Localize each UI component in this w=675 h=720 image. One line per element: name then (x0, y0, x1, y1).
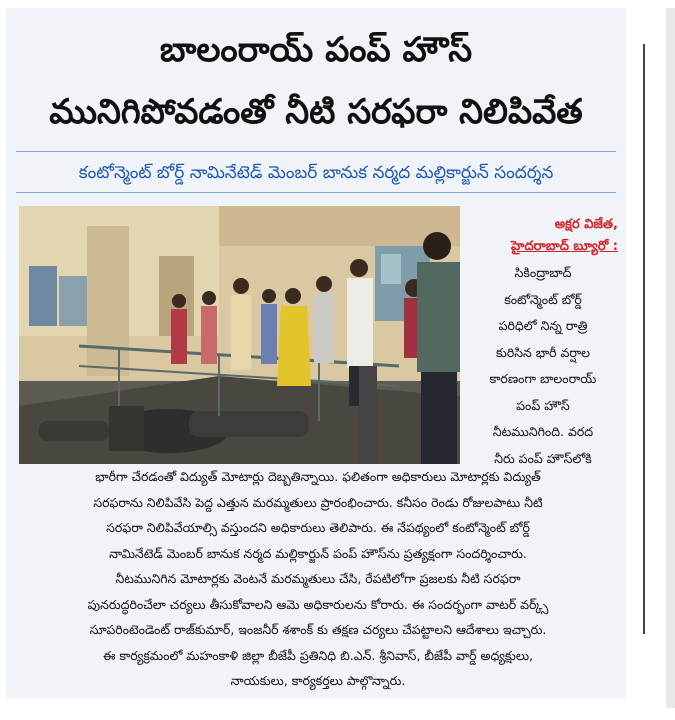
body-line: భారీగా చేరడంతో విద్యుత్ మోటార్లు దెబ్బతిన్నాయి. ఫలితంగా అధికారులు మోటార్లకు విద్యుత్ (95, 469, 541, 484)
news-article (6, 8, 626, 698)
byline-bureau: హైదరాబాద్ బ్యూరో : (511, 239, 618, 254)
body-line: నాయకులు, కార్యకర్తలు పాల్గొన్నారు. (230, 673, 406, 688)
body-line: సరఫరా నిలిపివేయాల్సి వస్తుందని అధికారులు తెలిపారు. ఈ నేపథ్యంలో కంటోన్మెంట్ బోర్డ్ (106, 520, 530, 535)
byline (511, 214, 618, 258)
side-line: కంటోన్మెంట్ బోర్డ్ (504, 291, 582, 307)
headline-line-1: బాలంరాయ్ పంప్ హౌస్ (159, 30, 473, 70)
article-body (20, 464, 616, 694)
side-line: నీటమునిగింది. వరద (492, 424, 594, 439)
subheadline: కంటోన్మెంట్ బోర్డ్ నామినేటెడ్ మెంబర్ బానుక నర్మద మల్లికార్జున్ సందర్శన (78, 163, 554, 183)
scrollbar-track[interactable] (666, 8, 675, 708)
body-line: నామినేటెడ్ మెంబర్ బానుక నర్మద మల్లికార్జున్ పంప్ హౌస్‌ను ప్రత్యక్షంగా సందర్శించారు. (109, 545, 527, 561)
side-column-text (468, 260, 618, 472)
side-line: సికింద్రాబాద్ (514, 265, 572, 280)
divider-bottom (16, 192, 616, 193)
divider-top (16, 151, 616, 152)
side-line: నీరు పంప్ హౌస్‌లోకి (494, 450, 592, 466)
body-line: సూపరింటెండెంట్ రాజ్‌కుమార్, ఇంజనీర్ శశాంక్ కు తక్షణ చర్యలు చేపట్టాలని ఆదేశాలు ఇచ్చారు. (89, 622, 547, 637)
byline-name: అక్షర విజేత, (554, 217, 618, 232)
pump-house-photo (19, 206, 460, 464)
body-line: ఈ కార్యక్రమంలో మహంకాళి జిల్లా బీజేపీ ప్రతినిధి బి.ఎన్. శ్రీనివాస్, బీజేపీ వార్డ్ అధ్యక్షులు, (103, 647, 533, 663)
side-line: పంప్ హౌస్ (516, 397, 570, 413)
body-line: నీటమునిగిన మోటార్లకు వెంటనే మరమ్మతులు చేసి, రేపటిలోగా ప్రజలకు నీటి సరఫరా (115, 571, 521, 586)
body-line: సరఫరాను నిలిపివేసి పెద్ద ఎత్తున మరమ్మతులు ప్రారంభించారు. కనీసం రెండు రోజులపాటు నీటి (93, 494, 543, 510)
headline-line-2: మునిగిపోవడంతో నీటి సరఫరా నిలిపివేత (49, 92, 583, 132)
column-separator (643, 44, 645, 634)
side-line: కారణంగా బాలంరాయ్ (489, 371, 597, 386)
side-line: కురిసిన భారీ వర్షాల (495, 344, 591, 360)
side-line: పరిధిలో నిన్న రాత్రి (498, 318, 588, 333)
body-line: పునరుద్ధరించేలా చర్యలు తీసుకోవాలని ఆమె అధికారులను కోరారు. ఈ సందర్భంగా వాటర్ వర్క్స్ (87, 596, 549, 612)
